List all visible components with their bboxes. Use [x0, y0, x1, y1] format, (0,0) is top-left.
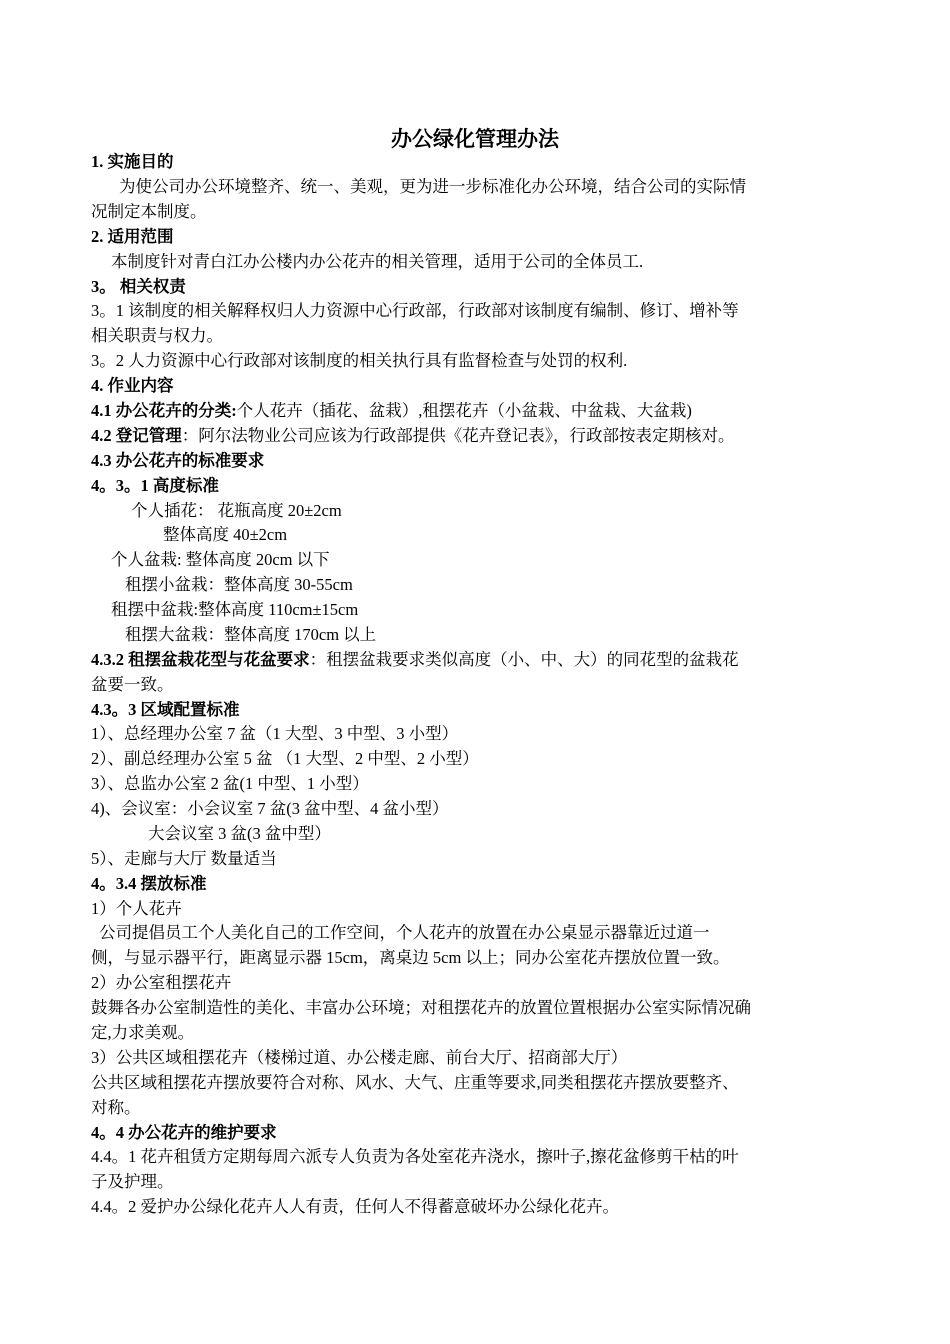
section-4-3-2-text: ：租摆盆栽要求类似高度（小、中、大）的同花型的盆栽花 — [309, 650, 739, 669]
placement-personal-title: 1）个人花卉 — [91, 899, 182, 918]
section-4-2-paragraph — [91, 424, 735, 448]
placement-office-line-1: 鼓舞各办公室制造性的美化、丰富办公环境；对租摆花卉的放置位置根据办公室实际情况确 — [91, 998, 751, 1017]
maintenance-1-line-1: 4.4。1 花卉租赁方定期每周六派专人负责为各处室花卉浇水，擦叶子,擦花盆修剪干枯的叶 — [91, 1147, 739, 1166]
height-item-rental-large: 租摆大盆栽：整体高度 170cm 以上 — [125, 625, 377, 644]
section-4-3-1-heading: 4。3。1 高度标准 — [91, 476, 219, 495]
section-4-3-heading: 4.3 办公花卉的标准要求 — [91, 451, 265, 470]
config-corridor-hall: 5）、走廊与大厅 数量适当 — [91, 849, 277, 868]
placement-office-title: 2）办公室租摆花卉 — [91, 973, 232, 992]
section-4-2-label: 4.2 登记管理 — [91, 426, 182, 445]
section-4-3-2-label: 4.3.2 租摆盆栽花型与花盆要求 — [91, 650, 310, 669]
section-1-body-line-2: 况制定本制度。 — [91, 202, 207, 221]
section-3-item-1-line-2: 相关职责与权力。 — [91, 326, 223, 345]
config-meeting-room-large: 大会议室 3 盆(3 盆中型） — [148, 824, 331, 843]
maintenance-1-line-2: 子及护理。 — [91, 1172, 174, 1191]
config-deputy-gm-office: 2）、副总经理办公室 5 盆 （1 大型、2 中型、2 小型） — [91, 749, 479, 768]
section-2-heading: 2. 适用范围 — [91, 227, 174, 246]
config-director-office: 3）、总监办公室 2 盆(1 中型、1 小型） — [91, 774, 369, 793]
height-item-personal-arrangement: 个人插花： 花瓶高度 20±2cm — [131, 501, 342, 520]
placement-public-line-2: 对称。 — [91, 1098, 141, 1117]
section-4-3-2-paragraph — [91, 648, 739, 672]
height-item-overall: 整体高度 40±2cm — [163, 525, 288, 544]
section-4-4-heading: 4。4 办公花卉的维护要求 — [91, 1123, 277, 1142]
maintenance-2: 4.4。2 爱护办公绿化花卉人人有责，任何人不得蓄意破坏办公绿化花卉。 — [91, 1197, 619, 1216]
placement-personal-line-2: 侧，与显示器平行，距离显示器 15cm，离桌边 5cm 以上；同办公室花卉摆放位置一致。 — [91, 948, 730, 967]
section-2-body: 本制度针对青白江办公楼内办公花卉的相关管理，适用于公司的全体员工. — [111, 252, 644, 271]
section-4-heading: 4. 作业内容 — [91, 376, 174, 395]
section-4-3-3-heading: 4.3。3 区域配置标准 — [91, 700, 240, 719]
height-item-personal-pot: 个人盆栽: 整体高度 20cm 以下 — [111, 550, 330, 569]
section-4-3-4-heading: 4。3.4 摆放标准 — [91, 874, 207, 893]
config-meeting-room-small: 4)、会议室：小会议室 7 盆(3 盆中型、4 盆小型） — [91, 799, 449, 818]
section-4-3-2-continuation: 盆要一致。 — [91, 675, 174, 694]
section-3-item-1-line-1: 3。1 该制度的相关解释权归人力资源中心行政部，行政部对该制度有编制、修订、增补等 — [91, 301, 739, 320]
section-3-heading: 3。 相关权责 — [91, 277, 186, 296]
section-1-heading: 1. 实施目的 — [91, 152, 174, 171]
section-4-1-label: 4.1 办公花卉的分类: — [91, 401, 237, 420]
section-4-2-text: ：阿尔法物业公司应该为行政部提供《花卉登记表》，行政部按表定期核对。 — [181, 426, 735, 445]
height-item-rental-small: 租摆小盆栽：整体高度 30-55cm — [125, 575, 353, 594]
config-gm-office: 1）、总经理办公室 7 盆（1 大型、3 中型、3 小型） — [91, 724, 459, 743]
height-item-rental-medium: 租摆中盆栽:整体高度 110cm±15cm — [111, 600, 359, 619]
section-3-item-2: 3。2 人力资源中心行政部对该制度的相关执行具有监督检查与处罚的权利. — [91, 351, 628, 370]
document-title: 办公绿化管理办法 — [391, 127, 559, 151]
placement-public-line-1: 公共区域租摆花卉摆放要符合对称、风水、大气、庄重等要求,同类租摆花卉摆放要整齐、 — [91, 1073, 739, 1092]
section-1-body-line-1: 为使公司办公环境整齐、统一、美观，更为进一步标准化办公环境，结合公司的实际情 — [119, 177, 746, 196]
placement-office-line-2: 定,力求美观。 — [91, 1023, 195, 1042]
placement-personal-line-1: 公司提倡员工个人美化自己的工作空间，个人花卉的放置在办公桌显示器靠近过道一 — [99, 923, 710, 942]
placement-public-title: 3）公共区域租摆花卉（楼梯过道、办公楼走廊、前台大厅、招商部大厅） — [91, 1048, 628, 1067]
section-4-1-text: 个人花卉（插花、盆栽）,租摆花卉（小盆栽、中盆栽、大盆栽) — [236, 401, 692, 420]
section-4-1-paragraph — [91, 399, 692, 423]
